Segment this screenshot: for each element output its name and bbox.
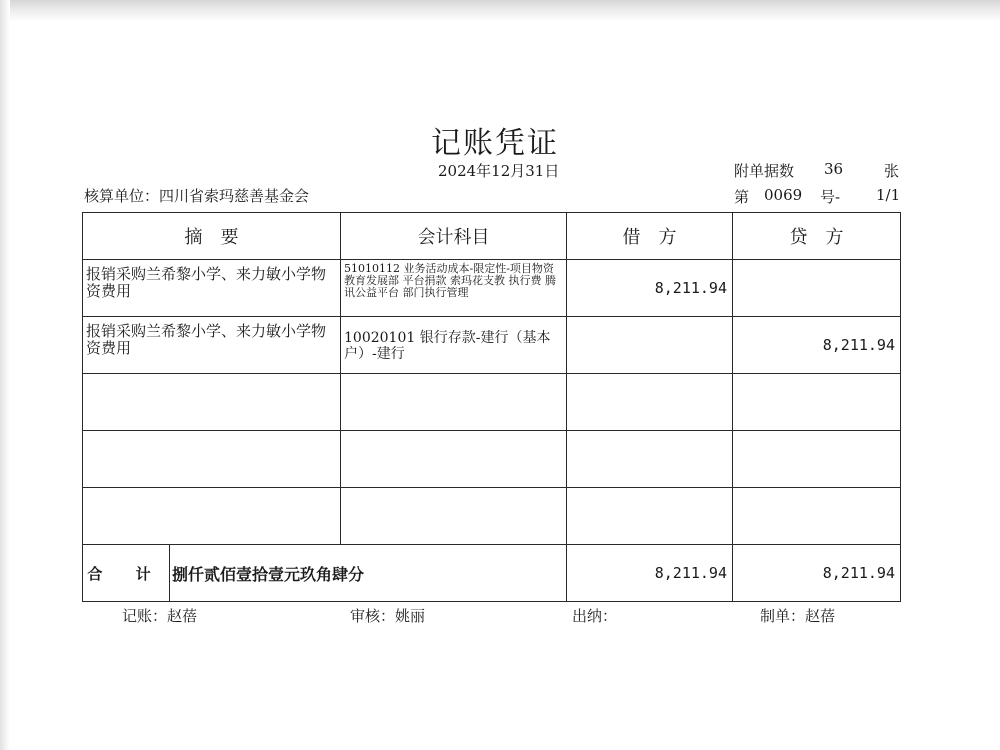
accounting-unit-name: 四川省索玛慈善基金会 bbox=[159, 187, 310, 205]
signature-preparer: 制单：赵蓓 bbox=[760, 607, 836, 625]
voucher-date: 2024年12月31日 bbox=[438, 162, 560, 180]
row-summary: 报销采购兰希黎小学、来力敏小学物资费用 bbox=[83, 260, 341, 317]
voucher-suffix: 号- bbox=[820, 188, 841, 206]
signature-reviewer: 审核：姚丽 bbox=[350, 607, 426, 625]
signature-bookkeeper: 记账：赵蓓 bbox=[122, 607, 198, 625]
accounting-unit-label: 核算单位： bbox=[84, 187, 160, 205]
voucher-page: 1/1 bbox=[876, 186, 901, 204]
voucher-no: 0069 bbox=[764, 186, 803, 204]
total-credit: 8,211.94 bbox=[733, 545, 901, 602]
scan-edge-left bbox=[0, 0, 10, 750]
voucher-title: 记账凭证 bbox=[431, 126, 559, 161]
row-debit bbox=[567, 317, 733, 374]
attachment-label: 附单据数 bbox=[734, 162, 795, 180]
row-summary: 报销采购兰希黎小学、来力敏小学物资费用 bbox=[83, 317, 341, 374]
signature-cashier: 出纳： bbox=[572, 607, 618, 625]
header-credit: 贷 方 bbox=[733, 213, 901, 260]
row-credit bbox=[733, 260, 901, 317]
empty-row bbox=[83, 431, 901, 488]
scan-edge-top bbox=[0, 0, 1000, 22]
row-debit: 8,211.94 bbox=[567, 260, 733, 317]
accounting-unit bbox=[84, 185, 309, 206]
header-debit: 借 方 bbox=[567, 213, 733, 260]
attachment-count bbox=[734, 160, 900, 181]
total-debit: 8,211.94 bbox=[567, 545, 733, 602]
voucher-table bbox=[82, 212, 901, 602]
table-row bbox=[83, 260, 901, 317]
header-account: 会计科目 bbox=[341, 213, 567, 260]
total-row bbox=[83, 545, 901, 602]
row-account: 10020101 银行存款-建行（基本户）-建行 bbox=[341, 317, 567, 374]
empty-row bbox=[83, 488, 901, 545]
table-row bbox=[83, 317, 901, 374]
attachment-number: 36 bbox=[824, 160, 844, 178]
row-account: 51010112 业务活动成本-限定性-项目物资 教育发展部 平台捐款 索玛花支教 执行费 腾讯公益平台 部门执行管理 bbox=[341, 260, 567, 317]
total-cell bbox=[83, 545, 567, 602]
total-label: 合 计 bbox=[83, 545, 170, 601]
header-summary: 摘 要 bbox=[83, 213, 341, 260]
empty-row bbox=[83, 374, 901, 431]
row-credit: 8,211.94 bbox=[733, 317, 901, 374]
voucher-prefix: 第 bbox=[734, 188, 750, 206]
total-amount-words: 捌仟贰佰壹拾壹元玖角肆分 bbox=[172, 564, 365, 584]
attachment-unit: 张 bbox=[884, 162, 900, 180]
header-row bbox=[83, 213, 901, 260]
